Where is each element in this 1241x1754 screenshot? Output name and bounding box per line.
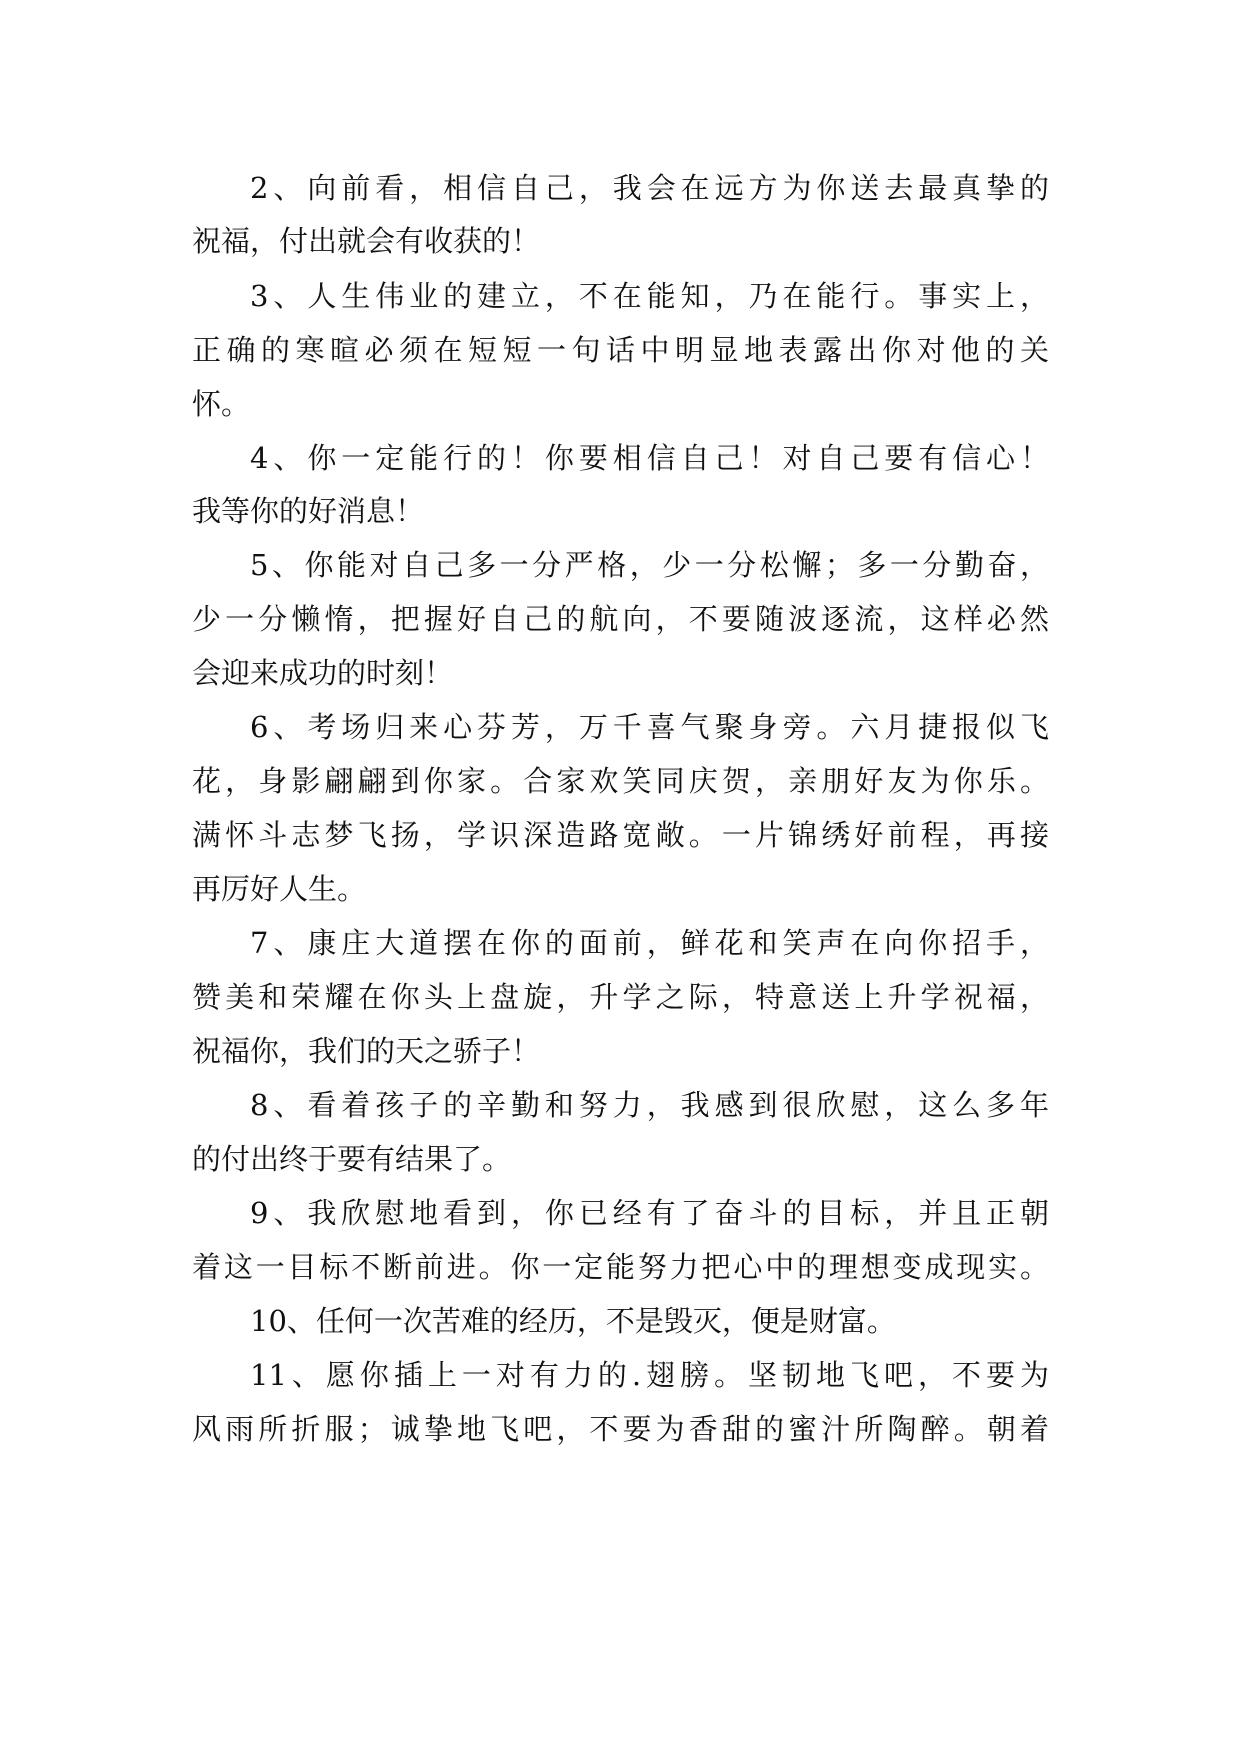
paragraph-line: 5、你能对自己多一分严格，少一分松懈；多一分勤奋，	[250, 548, 1049, 582]
paragraph-line: 6、考场归来心芬芳，万千喜气聚身旁。六月捷报似飞	[250, 710, 1049, 744]
paragraph-line: 花，身影翩翩到你家。合家欢笑同庆贺，亲朋好友为你乐。	[192, 764, 1049, 798]
paragraph-line: 少一分懒惰，把握好自己的航向，不要随波逐流，这样必然	[192, 602, 1049, 636]
paragraph-line: 8、看着孩子的辛勤和努力，我感到很欣慰，这么多年	[250, 1088, 1049, 1122]
paragraph-line: 再厉好人生。	[192, 872, 367, 906]
paragraph-line: 风雨所折服；诚挚地飞吧，不要为香甜的蜜汁所陶醉。朝着	[192, 1412, 1049, 1446]
paragraph-line: 4、你一定能行的！你要相信自己！对自己要有信心！	[250, 441, 1049, 475]
paragraph-line: 10、任何一次苦难的经历，不是毁灭，便是财富。	[250, 1304, 896, 1338]
paragraph-line: 7、康庄大道摆在你的面前，鲜花和笑声在向你招手，	[250, 926, 1049, 960]
paragraph-line: 着这一目标不断前进。你一定能努力把心中的理想变成现实。	[192, 1250, 1049, 1284]
paragraph-line: 正确的寒暄必须在短短一句话中明显地表露出你对他的关	[192, 333, 1049, 367]
paragraph-line: 11、愿你插上一对有力的.翅膀。坚韧地飞吧，不要为	[250, 1358, 1049, 1392]
paragraph-line: 怀。	[192, 387, 251, 421]
paragraph-line: 满怀斗志梦飞扬，学识深造路宽敞。一片锦绣好前程，再接	[192, 818, 1049, 852]
paragraph-line: 会迎来成功的时刻！	[192, 656, 454, 690]
paragraph-line: 2、向前看，相信自己，我会在远方为你送去最真挚的	[250, 171, 1049, 205]
paragraph-line: 我等你的好消息！	[192, 494, 425, 528]
paragraph-line: 祝福，付出就会有收获的！	[192, 224, 541, 258]
paragraph-line: 9、我欣慰地看到，你已经有了奋斗的目标，并且正朝	[250, 1196, 1049, 1230]
paragraph-line: 的付出终于要有结果了。	[192, 1142, 512, 1176]
paragraph-line: 祝福你，我们的天之骄子！	[192, 1034, 541, 1068]
paragraph-line: 3、人生伟业的建立，不在能知，乃在能行。事实上，	[250, 279, 1049, 313]
paragraph-line: 赞美和荣耀在你头上盘旋，升学之际，特意送上升学祝福，	[192, 980, 1049, 1014]
